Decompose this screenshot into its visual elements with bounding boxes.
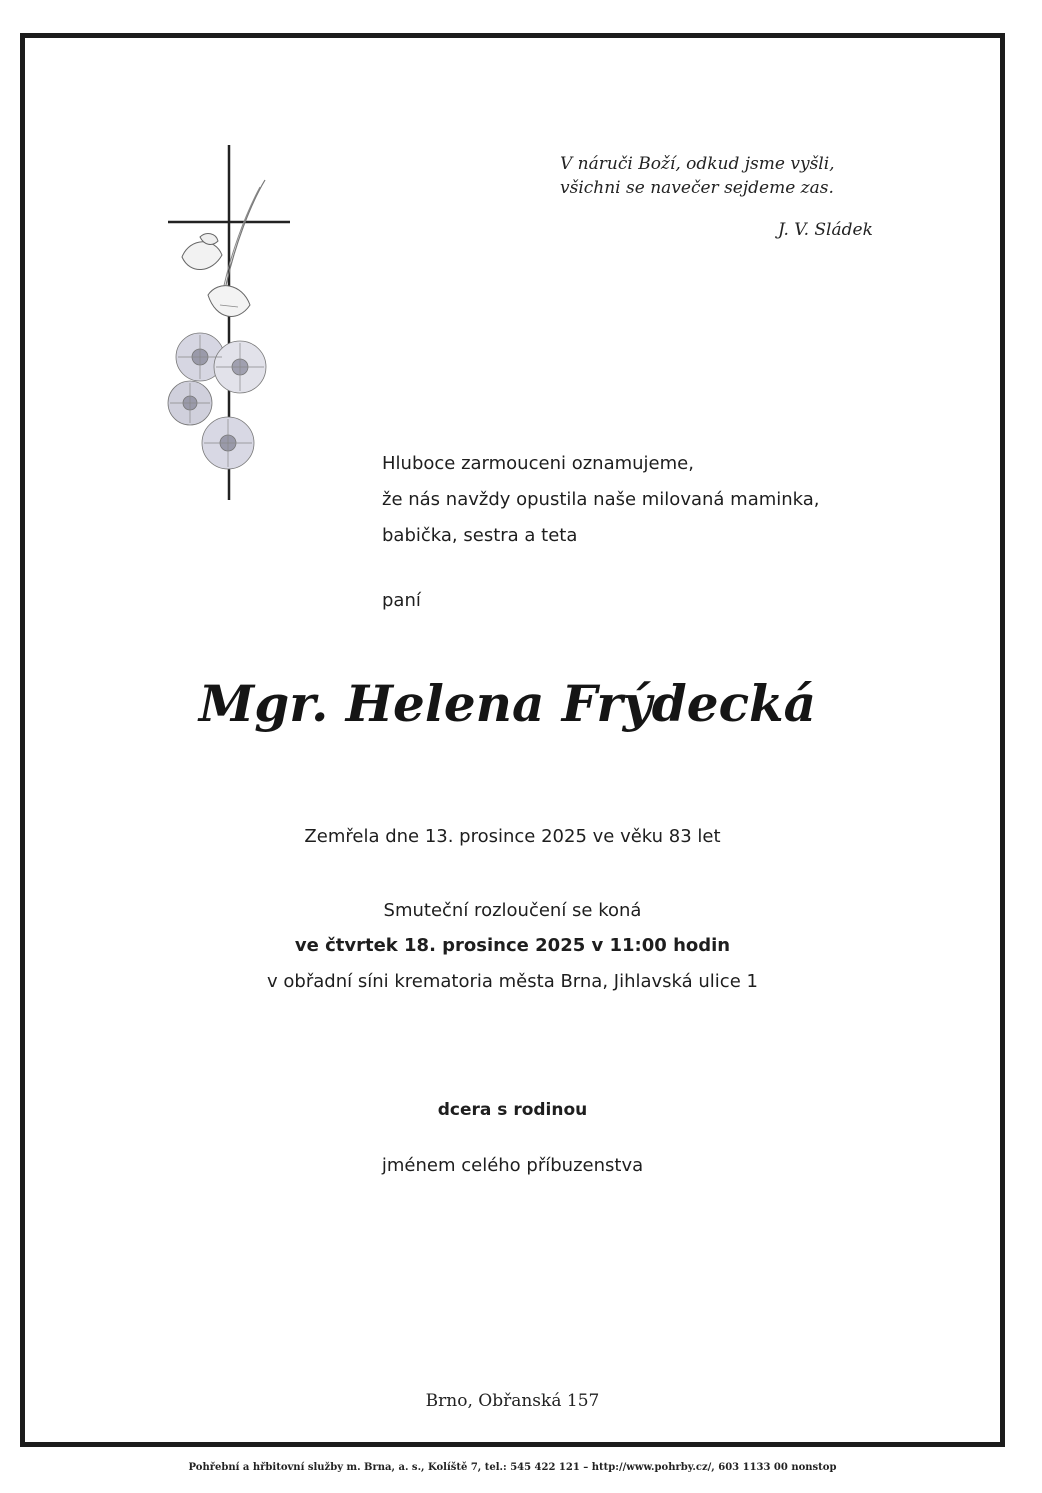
announcement-line-1: Hluboce zarmouceni oznamujeme, [382, 453, 694, 474]
quote-author: J. V. Sládek [778, 220, 873, 240]
ceremony-location: v obřadní síni krematoria města Brna, Jihlavská ulice 1 [267, 971, 758, 992]
ceremony-intro: Smuteční rozloučení se koná [383, 900, 642, 921]
ceremony-datetime: ve čtvrtek 18. prosince 2025 v 11:00 hodin [294, 935, 731, 956]
cross-with-flowers-icon [160, 145, 300, 505]
announcement-line-2: že nás navždy opustila naše milovaná maminka, [382, 489, 820, 510]
quote-line-2: všichni se navečer sejdeme zas. [560, 178, 834, 198]
death-info: Zemřela dne 13. prosince 2025 ve věku 83 let [304, 826, 721, 847]
announcement-text [382, 446, 820, 554]
title-prefix: paní [382, 590, 421, 611]
quote-line-1: V náruči Boží, odkud jsme vyšli, [560, 154, 835, 174]
family-address: Brno, Obřanská 157 [425, 1391, 600, 1411]
quote-block [560, 152, 835, 200]
announcement-line-3: babička, sestra a teta [382, 525, 578, 546]
mourners-secondary: jménem celého příbuzenstva [381, 1155, 644, 1176]
mourners-primary: dcera s rodinou [437, 1100, 588, 1120]
company-info: Pohřební a hřbitovní služby m. Brna, a. s., Kolíště 7, tel.: 545 422 121 – http://www.pohrby.cz/, 603 1133 00 nonstop [188, 1462, 837, 1473]
deceased-name: Mgr. Helena Frýdecká [198, 674, 817, 733]
